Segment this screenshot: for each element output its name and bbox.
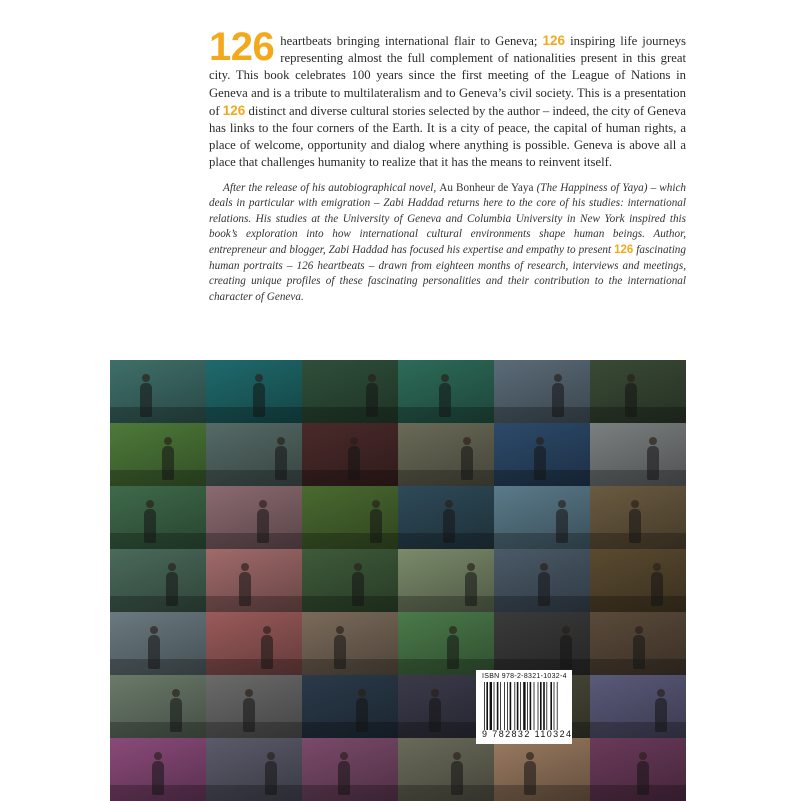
photo-ground bbox=[494, 785, 590, 801]
portrait-photo bbox=[398, 486, 494, 549]
portrait-photo bbox=[398, 612, 494, 675]
portrait-photo bbox=[398, 549, 494, 612]
photo-ground bbox=[398, 785, 494, 801]
person-silhouette bbox=[443, 509, 455, 543]
barcode-bar bbox=[534, 682, 535, 730]
photo-ground bbox=[590, 407, 686, 423]
photo-ground bbox=[110, 533, 206, 549]
barcode-bar bbox=[523, 682, 525, 730]
person-silhouette bbox=[253, 383, 265, 417]
person-silhouette bbox=[429, 698, 441, 732]
portrait-photo bbox=[302, 423, 398, 486]
person-silhouette bbox=[334, 635, 346, 669]
portrait-photo bbox=[206, 738, 302, 801]
person-silhouette bbox=[625, 383, 637, 417]
person-silhouette bbox=[257, 509, 269, 543]
bio-text-part-2: (The Happiness of Yaya) – which deals in particular with emigration – Zabi Haddad returns here to the core of his studies: international relations. His studies at the University of Geneva and Columbia University in New York inspired this book’s exploration into how international cultural environments shape human beings. Author, entrepreneur and blogger, Zabi Haddad has focused his expertise and empathy to present bbox=[209, 181, 687, 256]
person-silhouette bbox=[144, 509, 156, 543]
person-silhouette bbox=[461, 446, 473, 480]
photo-ground bbox=[302, 596, 398, 612]
photo-ground bbox=[590, 722, 686, 738]
novel-title: Au Bonheur de Yaya bbox=[439, 181, 534, 194]
photo-ground bbox=[110, 596, 206, 612]
barcode-bar bbox=[486, 682, 488, 730]
isbn-digits: 9 782832 110324 bbox=[482, 729, 573, 739]
main-description-paragraph bbox=[209, 25, 686, 172]
person-silhouette bbox=[465, 572, 477, 606]
barcode-bar bbox=[557, 682, 558, 730]
person-silhouette bbox=[637, 761, 649, 795]
portrait-photo bbox=[590, 675, 686, 738]
barcode-bars bbox=[482, 682, 567, 730]
person-silhouette bbox=[556, 509, 568, 543]
person-silhouette bbox=[552, 383, 564, 417]
portrait-photo bbox=[494, 423, 590, 486]
portrait-photo bbox=[398, 360, 494, 423]
person-silhouette bbox=[370, 509, 382, 543]
portrait-photo bbox=[206, 612, 302, 675]
main-text-part-2: inspiring life journeys representing almost the full complement of nationalities present in this great city. This book celebrates 100 years since the first meeting of the League of Nations in Geneva and is a tribute to multilateralism and to Geneva’s civil society. This is a presentation of bbox=[209, 34, 686, 118]
photo-ground bbox=[110, 470, 206, 486]
main-text-part-3: distinct and diverse cultural stories selected by the author – indeed, the city of Geneva has links to the four corners of the Earth. It is a city of peace, the capital of human rights, a place of welcome, opportunity and dialog where anything is possible. Geneva is above all a place that challenges humanity to realize that it has the means to reinvent itself. bbox=[209, 103, 686, 170]
photo-ground bbox=[590, 596, 686, 612]
person-silhouette bbox=[243, 698, 255, 732]
barcode-bar bbox=[507, 682, 508, 730]
portrait-photo bbox=[494, 738, 590, 801]
photo-ground bbox=[110, 722, 206, 738]
person-silhouette bbox=[239, 572, 251, 606]
person-silhouette bbox=[447, 635, 459, 669]
person-silhouette bbox=[356, 698, 368, 732]
person-silhouette bbox=[261, 635, 273, 669]
barcode-bar bbox=[494, 682, 495, 730]
photo-ground bbox=[206, 470, 302, 486]
person-silhouette bbox=[629, 509, 641, 543]
portrait-photo bbox=[302, 549, 398, 612]
portrait-photo bbox=[110, 486, 206, 549]
portrait-photo bbox=[590, 612, 686, 675]
portrait-photo bbox=[590, 738, 686, 801]
person-silhouette bbox=[451, 761, 463, 795]
photo-ground bbox=[494, 533, 590, 549]
bio-text-part-1: After the release of his autobiographical novel, bbox=[223, 181, 440, 194]
person-silhouette bbox=[524, 761, 536, 795]
portrait-photo bbox=[494, 612, 590, 675]
barcode-bar bbox=[514, 682, 515, 730]
portrait-photo bbox=[206, 675, 302, 738]
barcode-bar bbox=[484, 682, 485, 730]
person-silhouette bbox=[651, 572, 663, 606]
person-silhouette bbox=[352, 572, 364, 606]
person-silhouette bbox=[633, 635, 645, 669]
portrait-photo bbox=[590, 360, 686, 423]
author-bio-paragraph bbox=[209, 181, 686, 306]
highlight-number: 126 bbox=[614, 244, 634, 256]
isbn-label: ISBN 978-2-8321-1032-4 bbox=[482, 673, 567, 680]
description-text-block bbox=[209, 25, 687, 305]
portrait-photo bbox=[206, 486, 302, 549]
photo-ground bbox=[302, 722, 398, 738]
person-silhouette bbox=[166, 572, 178, 606]
photo-ground bbox=[590, 470, 686, 486]
portrait-photo bbox=[110, 549, 206, 612]
person-silhouette bbox=[338, 761, 350, 795]
person-silhouette bbox=[348, 446, 360, 480]
photo-ground bbox=[398, 596, 494, 612]
portrait-photo bbox=[590, 549, 686, 612]
portrait-photo bbox=[590, 486, 686, 549]
portrait-photo bbox=[110, 675, 206, 738]
portrait-photo bbox=[302, 360, 398, 423]
photo-ground bbox=[110, 407, 206, 423]
photo-ground bbox=[206, 596, 302, 612]
person-silhouette bbox=[162, 446, 174, 480]
portrait-photo bbox=[494, 360, 590, 423]
person-silhouette bbox=[534, 446, 546, 480]
barcode-bar bbox=[554, 682, 555, 730]
portrait-photo bbox=[302, 675, 398, 738]
barcode-bar bbox=[510, 682, 512, 730]
portrait-photo bbox=[206, 549, 302, 612]
barcode-bar bbox=[538, 682, 539, 730]
person-silhouette bbox=[538, 572, 550, 606]
portrait-photo bbox=[110, 360, 206, 423]
person-silhouette bbox=[275, 446, 287, 480]
photo-ground bbox=[206, 785, 302, 801]
barcode-bar bbox=[530, 682, 532, 730]
bio-text-part-3: fascinating human portraits – 126 heartbeats – drawn from eighteen months of research, interviews and meetings, creating unique profiles of these fascinating personalities and their contribution to the international character of Geneva. bbox=[209, 244, 686, 303]
portrait-photo bbox=[302, 738, 398, 801]
barcode-bar bbox=[497, 682, 499, 730]
barcode-bar bbox=[517, 682, 519, 730]
barcode-bar bbox=[543, 682, 545, 730]
person-silhouette bbox=[170, 698, 182, 732]
person-silhouette bbox=[560, 635, 572, 669]
barcode-bar bbox=[527, 682, 528, 730]
portrait-photo bbox=[302, 486, 398, 549]
photo-ground bbox=[302, 785, 398, 801]
barcode-bar bbox=[490, 682, 492, 730]
portrait-photo bbox=[110, 612, 206, 675]
portrait-photo bbox=[494, 486, 590, 549]
barcode-bar bbox=[540, 682, 542, 730]
photo-ground bbox=[302, 659, 398, 675]
person-silhouette bbox=[148, 635, 160, 669]
person-silhouette bbox=[655, 698, 667, 732]
photo-ground bbox=[302, 407, 398, 423]
photo-ground bbox=[302, 533, 398, 549]
big-number-126: 126 bbox=[209, 25, 275, 69]
barcode-bar bbox=[504, 682, 505, 730]
photo-ground bbox=[206, 659, 302, 675]
portrait-photo bbox=[302, 612, 398, 675]
barcode-bar bbox=[550, 682, 552, 730]
portrait-photo bbox=[494, 549, 590, 612]
portrait-photo bbox=[110, 423, 206, 486]
photo-ground bbox=[398, 470, 494, 486]
photo-ground bbox=[206, 533, 302, 549]
portrait-photo bbox=[398, 738, 494, 801]
person-silhouette bbox=[647, 446, 659, 480]
person-silhouette bbox=[152, 761, 164, 795]
portrait-photo bbox=[206, 360, 302, 423]
person-silhouette bbox=[140, 383, 152, 417]
person-silhouette bbox=[439, 383, 451, 417]
highlight-number: 126 bbox=[542, 33, 566, 48]
portrait-photo bbox=[206, 423, 302, 486]
photo-ground bbox=[494, 407, 590, 423]
highlight-number: 126 bbox=[222, 102, 246, 118]
portrait-photo bbox=[398, 423, 494, 486]
portrait-photo-grid bbox=[110, 360, 686, 800]
barcode-bar bbox=[520, 682, 521, 730]
barcode-bar bbox=[546, 682, 547, 730]
person-silhouette bbox=[366, 383, 378, 417]
barcode-bar bbox=[500, 682, 501, 730]
portrait-photo bbox=[590, 423, 686, 486]
main-text-part-1: heartbeats bringing international flair to Geneva; bbox=[280, 34, 543, 48]
person-silhouette bbox=[265, 761, 277, 795]
portrait-photo bbox=[110, 738, 206, 801]
isbn-barcode bbox=[476, 670, 572, 744]
